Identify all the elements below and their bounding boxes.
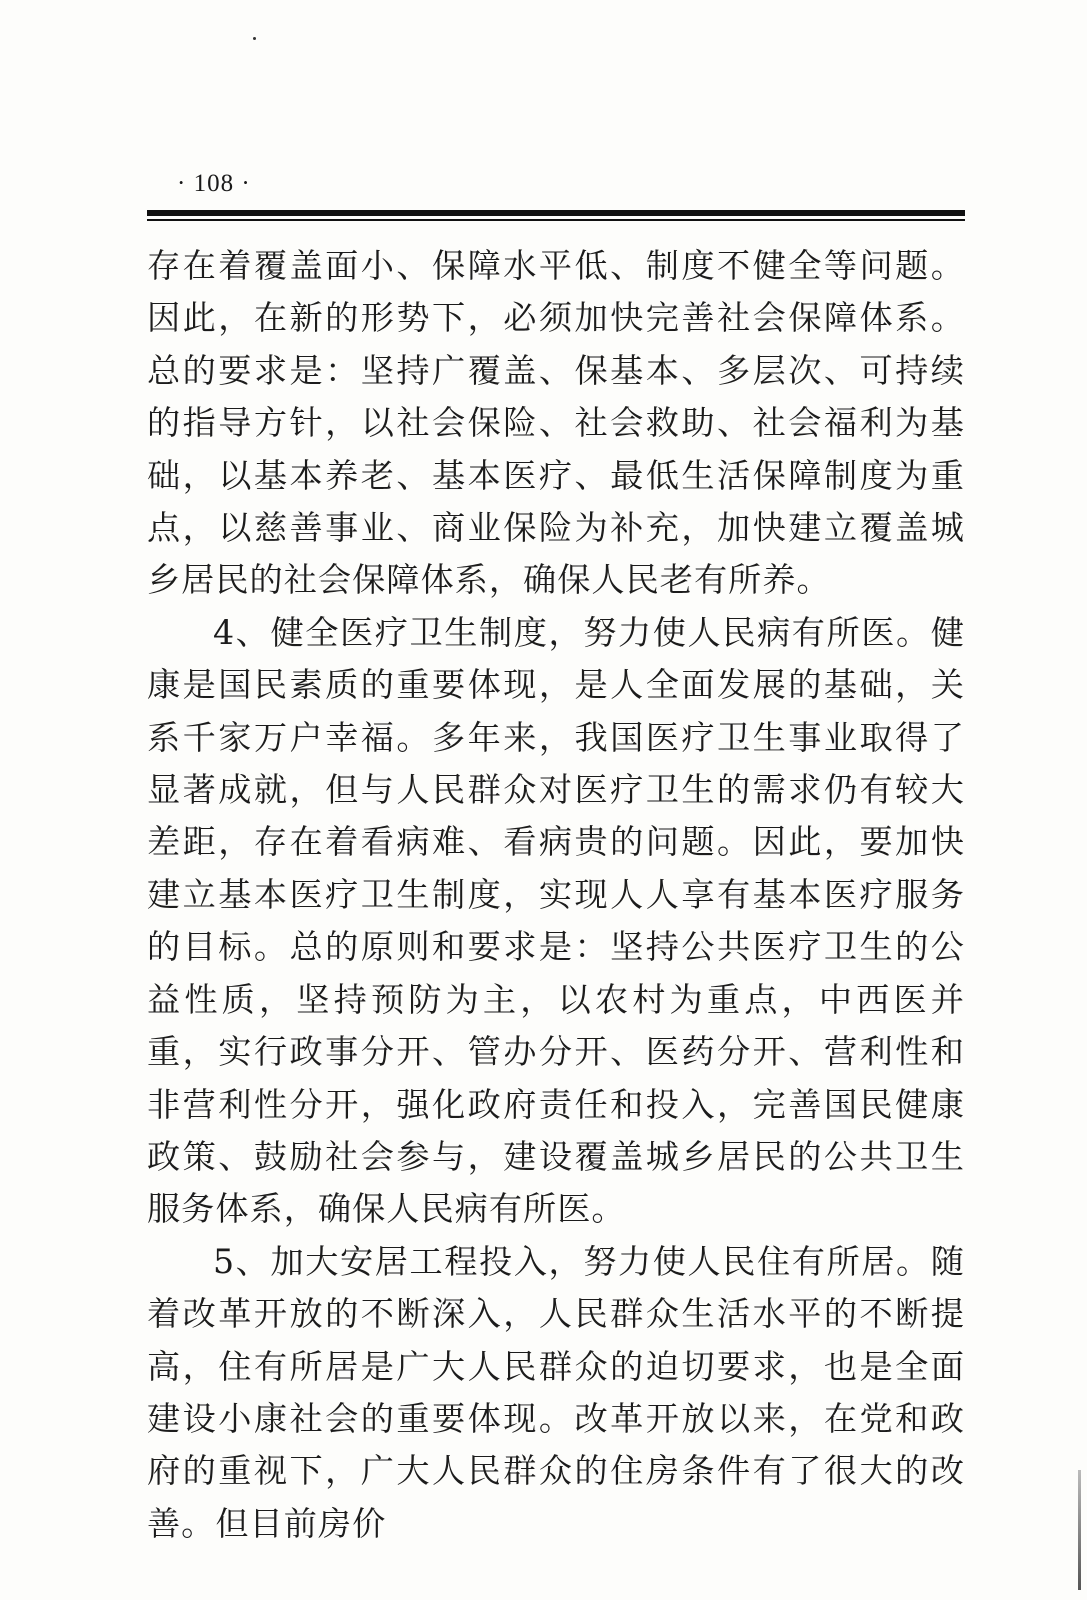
header-rule-thin	[147, 219, 965, 221]
page-number: · 108 ·	[177, 170, 251, 197]
paragraph-medical-care: 4、健全医疗卫生制度，努力使人民病有所医。健康是国民素质的重要体现，是人全面发展的基础，关系千家万户幸福。多年来，我国医疗卫生事业取得了显著成就，但与人民群众对医疗卫生的需求仍有较大差距，存在着看病难、看病贵的问题。因此，要加快建立基本医疗卫生制度，实现人人享有基本医疗服务的目标。总的原则和要求是：坚持公共医疗卫生的公益性质，坚持预防为主，以农村为重点，中西医并重，实行政事分开、管办分开、医药分开、营利性和非营利性分开，强化政府责任和投入，完善国民健康政策、鼓励社会参与，建设覆盖城乡居民的公共卫生服务体系，确保人民病有所医。	[147, 612, 965, 1229]
page-header	[147, 168, 967, 228]
header-rule-thick	[147, 210, 965, 216]
paragraph-housing: 5、加大安居工程投入，努力使人民住有所居。随着改革开放的不断深入，人民群众生活水平的不断提高，住有所居是广大人民群众的迫切要求，也是全面建设小康社会的重要体现。改革开放以来，在党和政府的重视下，广大人民群众的住房条件有了很大的改善。但目前房价	[147, 1241, 965, 1543]
scan-edge-mark	[1078, 1470, 1081, 1590]
scan-speck	[253, 37, 256, 40]
body-text	[147, 240, 965, 1550]
paragraph-social-security: 存在着覆盖面小、保障水平低、制度不健全等问题。因此，在新的形势下，必须加快完善社会保障体系。总的要求是：坚持广覆盖、保基本、多层次、可持续的指导方针，以社会保险、社会救助、社会福利为基础，以基本养老、基本医疗、最低生活保障制度为重点，以慈善事业、商业保险为补充，加快建立覆盖城乡居民的社会保障体系，确保人民老有所养。	[147, 246, 965, 600]
